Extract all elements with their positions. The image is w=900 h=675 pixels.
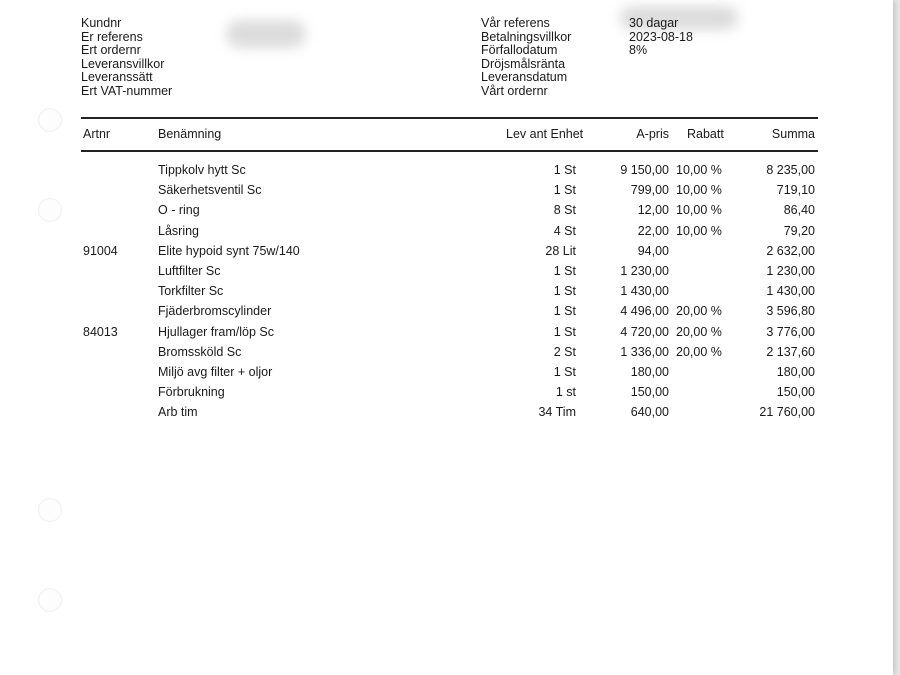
cell-apris: 94,00 <box>637 243 669 258</box>
cell-apris: 150,00 <box>630 385 669 400</box>
cell-apris: 1 336,00 <box>620 344 669 359</box>
cell-lev: 1 St <box>553 304 576 319</box>
header-left-labels <box>81 17 172 98</box>
cell-lev: 1 St <box>553 324 576 339</box>
header-right-values <box>629 17 693 58</box>
header-label: Vårt ordernr <box>481 83 548 98</box>
cell-lev: 2 St <box>553 344 576 359</box>
cell-lev: 1 St <box>553 163 576 177</box>
cell-summa: 79,20 <box>783 223 815 238</box>
cell-benamning: Elite hypoid synt 75w/140 <box>158 243 300 258</box>
cell-rabatt: 10,00 % <box>676 223 722 238</box>
cell-lev: 1 St <box>553 284 576 299</box>
cell-summa: 2 137,60 <box>766 344 815 359</box>
header-label: Dröjsmålsränta <box>481 56 566 71</box>
col-header-artnr: Artnr <box>83 127 111 141</box>
cell-benamning: Miljö avg filter + oljor <box>158 365 273 379</box>
cell-lev: 8 St <box>553 203 576 218</box>
header-label: Kundnr <box>81 16 122 30</box>
cell-lev: 1 st <box>555 385 576 400</box>
cell-lev: 34 Tim <box>538 405 576 420</box>
header-label: Leveransvillkor <box>81 56 165 71</box>
cell-benamning: Förbrukning <box>158 385 225 400</box>
binder-hole <box>38 198 62 222</box>
header-label: Ert VAT-nummer <box>81 83 173 98</box>
cell-lev: 28 Lit <box>545 243 576 258</box>
cell-summa: 3 596,80 <box>766 304 815 319</box>
cell-artnr: 91004 <box>83 243 118 258</box>
cell-apris: 180,00 <box>630 365 669 379</box>
cell-summa: 8 235,00 <box>766 163 815 177</box>
cell-benamning: Låsring <box>158 223 199 238</box>
redacted-customer-info <box>226 20 306 48</box>
cell-benamning: Hjullager fram/löp Sc <box>158 324 275 339</box>
cell-benamning: Säkerhetsventil Sc <box>158 183 262 198</box>
header-right-labels <box>481 17 571 98</box>
cell-summa: 1 230,00 <box>766 264 815 278</box>
cell-benamning: Arb tim <box>158 405 198 420</box>
cell-rabatt: 10,00 % <box>676 203 722 218</box>
header-label: Betalningsvillkor <box>481 29 572 44</box>
col-header-rabatt: Rabatt <box>687 127 724 141</box>
cell-benamning: Tippkolv hytt Sc <box>158 163 246 177</box>
col-header-benamning: Benämning <box>158 127 222 141</box>
cell-summa: 150,00 <box>776 385 815 400</box>
header-label: Ert ordernr <box>81 43 141 57</box>
table-header-rule <box>81 150 818 152</box>
binder-hole <box>38 588 62 612</box>
cell-benamning: Torkfilter Sc <box>158 284 224 299</box>
table-top-rule <box>81 117 818 119</box>
cell-summa: 86,40 <box>783 203 815 218</box>
header-label: Förfallodatum <box>481 43 558 57</box>
cell-lev: 1 St <box>553 365 576 379</box>
header-label: Leveransdatum <box>481 70 568 84</box>
cell-apris: 1 230,00 <box>620 264 669 278</box>
binder-hole <box>38 498 62 522</box>
cell-artnr: 84013 <box>83 324 118 339</box>
cell-benamning: Bromssköld Sc <box>158 344 242 359</box>
cell-apris: 9 150,00 <box>620 163 669 177</box>
col-header-lev-ant-enhet: Lev ant Enhet <box>506 127 584 141</box>
cell-apris: 799,00 <box>630 183 669 198</box>
cell-apris: 12,00 <box>637 203 669 218</box>
cell-lev: 1 St <box>553 183 576 198</box>
cell-summa: 1 430,00 <box>766 284 815 299</box>
cell-benamning: Luftfilter Sc <box>158 264 221 278</box>
cell-rabatt: 10,00 % <box>676 163 722 177</box>
col-header-summa: Summa <box>771 127 815 141</box>
cell-rabatt: 20,00 % <box>676 304 722 319</box>
cell-benamning: O - ring <box>158 203 200 218</box>
header-label: Leveranssätt <box>81 70 153 84</box>
header-value: 8% <box>629 43 648 57</box>
header-value: 30 dagar <box>629 16 679 30</box>
cell-summa: 21 760,00 <box>759 405 815 420</box>
header-label: Er referens <box>81 29 143 44</box>
cell-benamning: Fjäderbromscylinder <box>158 304 272 319</box>
cell-rabatt: 10,00 % <box>676 183 722 198</box>
cell-lev: 1 St <box>553 264 576 278</box>
cell-rabatt: 20,00 % <box>676 324 722 339</box>
cell-apris: 22,00 <box>637 223 669 238</box>
cell-summa: 719,10 <box>776 183 815 198</box>
col-header-apris: A-pris <box>636 127 669 141</box>
cell-apris: 4 496,00 <box>620 304 669 319</box>
cell-summa: 2 632,00 <box>766 243 815 258</box>
header-value: 2023-08-18 <box>629 29 693 44</box>
cell-lev: 4 St <box>553 223 576 238</box>
cell-apris: 1 430,00 <box>620 284 669 299</box>
binder-hole <box>38 108 62 132</box>
cell-rabatt: 20,00 % <box>676 344 722 359</box>
cell-apris: 640,00 <box>630 405 669 420</box>
cell-apris: 4 720,00 <box>620 324 669 339</box>
cell-summa: 3 776,00 <box>766 324 815 339</box>
header-label: Vår referens <box>481 16 550 30</box>
cell-summa: 180,00 <box>776 365 815 379</box>
